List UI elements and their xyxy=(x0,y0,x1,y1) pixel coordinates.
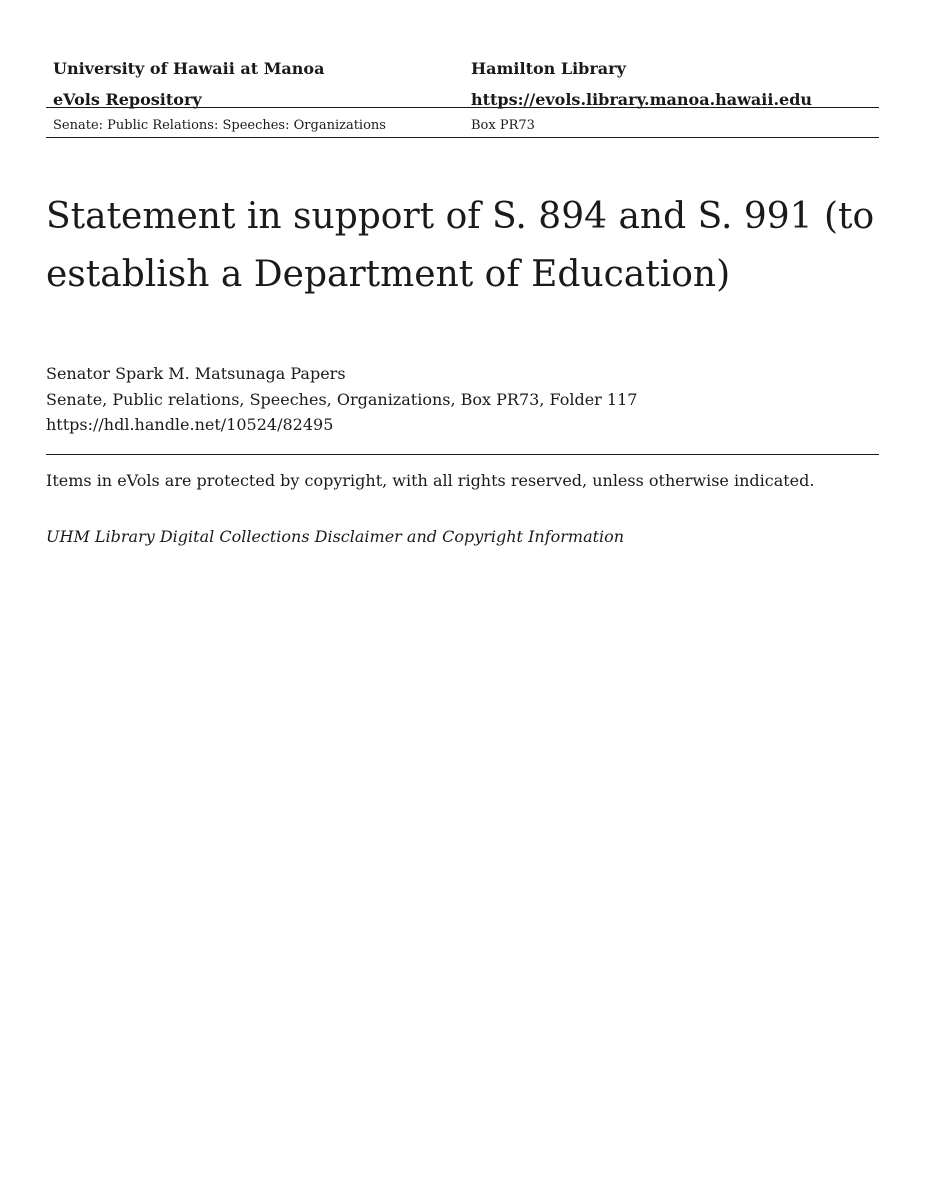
header xyxy=(46,53,879,115)
header-divider-bottom xyxy=(46,137,879,138)
metadata-divider xyxy=(46,454,879,455)
header-subline xyxy=(46,117,879,135)
institution-name: University of Hawaii at Manoa xyxy=(53,59,325,78)
document-metadata xyxy=(46,361,879,438)
papers-collection: Senator Spark M. Matsunaga Papers xyxy=(46,364,346,383)
folder-location: Senate, Public relations, Speeches, Organizations, Box PR73, Folder 117 xyxy=(46,389,638,409)
header-divider-top xyxy=(46,107,879,108)
handle-link[interactable]: https://hdl.handle.net/10524/82495 xyxy=(46,415,334,434)
document-title: Statement in support of S. 894 and S. 991 (to establish a Department of Education) xyxy=(46,196,875,295)
collection-path: Senate: Public Relations: Speeches: Organizations xyxy=(53,118,386,133)
repository-name: eVols Repository xyxy=(53,90,202,109)
disclaimer-link[interactable]: UHM Library Digital Collections Disclaimer and Copyright Information xyxy=(46,527,625,546)
box-label: Box PR73 xyxy=(471,118,535,133)
repository-url[interactable]: https://evols.library.manoa.hawaii.edu xyxy=(471,90,813,109)
copyright-notice: Items in eVols are protected by copyright, with all rights reserved, unless otherwise indicated. xyxy=(46,471,815,490)
library-name: Hamilton Library xyxy=(471,59,626,78)
